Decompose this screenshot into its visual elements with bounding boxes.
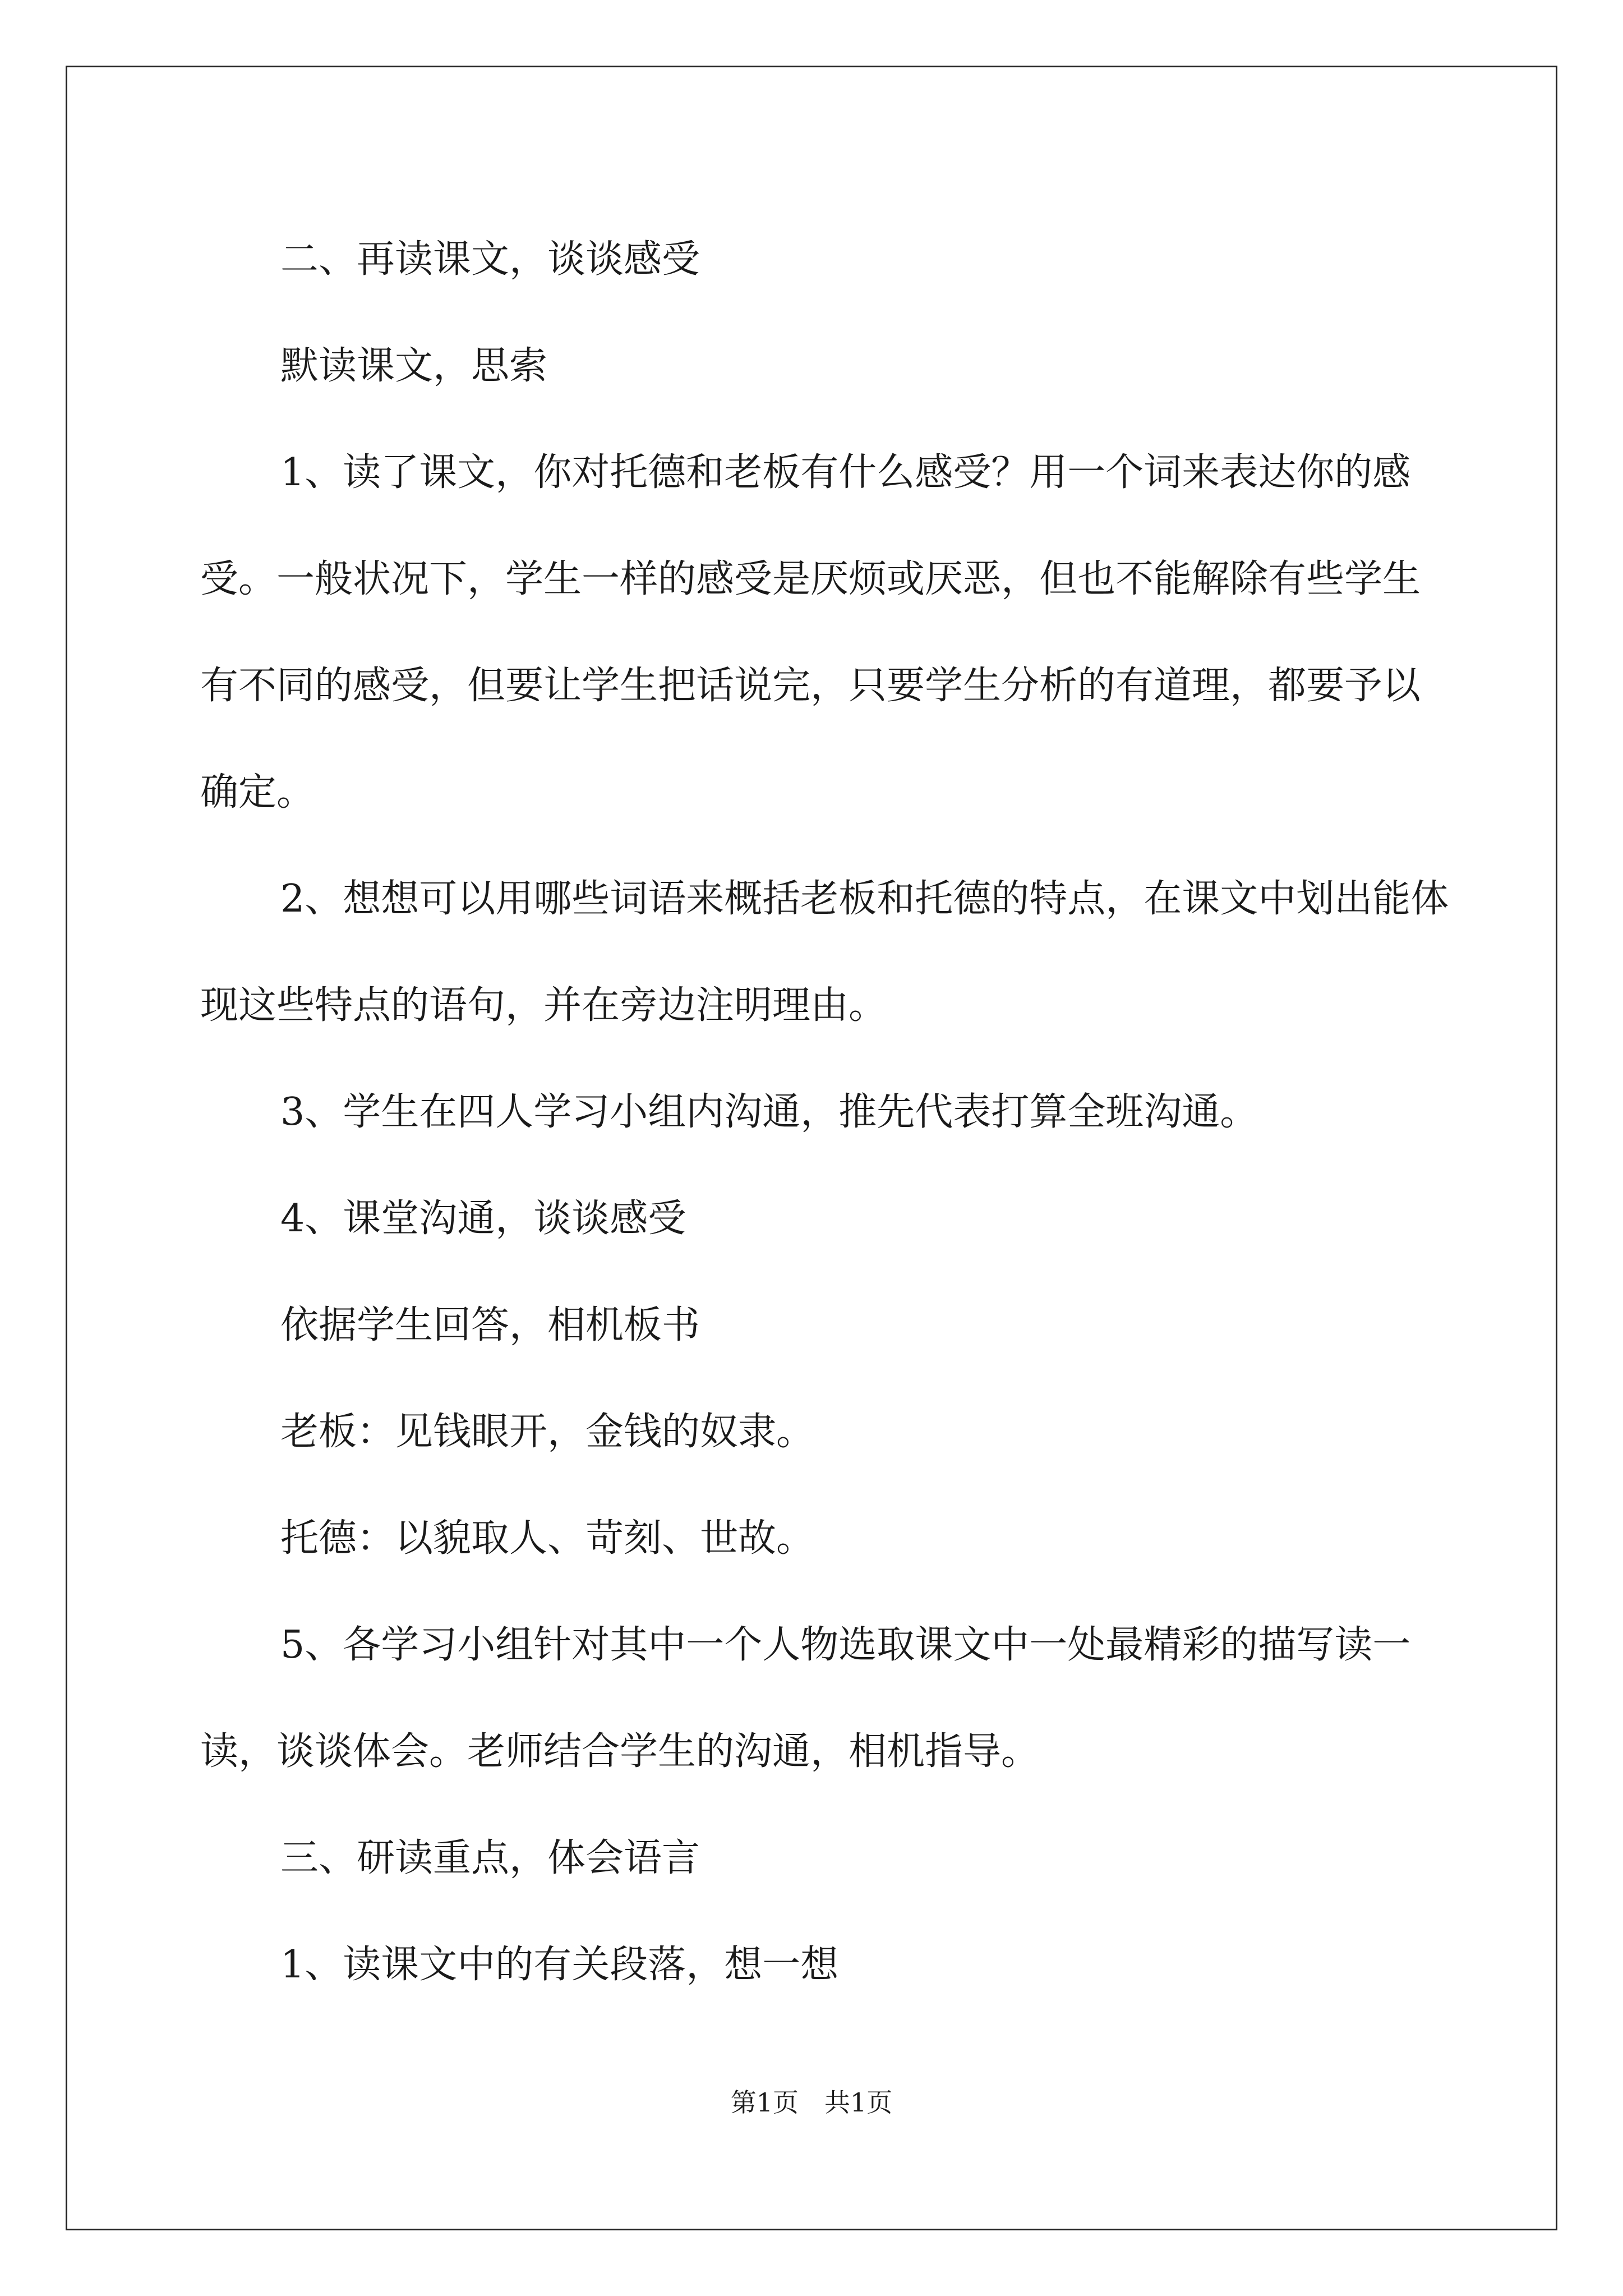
page-footer: 第1页 共1页 (730, 2087, 893, 2118)
paragraph: 默读课文，思索 (280, 344, 548, 388)
paragraph: 1、读课文中的有关段落，想一想 (280, 1943, 839, 1987)
document-body (200, 206, 1456, 2018)
paragraph: 1、读了课文，你对托德和老板有什么感受？用一个词来表达你的感受。一般状况下，学生一样的感受是厌烦或厌恶，但也不能解除有些学生有不同的感受，但要让学生把话说完，只要学生分析的有道理，都要予以确定。 (200, 450, 1421, 815)
paragraph-heading-3: 三、研读重点，体会语言 (280, 1836, 700, 1880)
paragraph: 老板：见钱眼开，金钱的奴隶。 (280, 1410, 815, 1454)
paragraph-heading-2: 二、再读课文，谈谈感受 (280, 237, 700, 282)
paragraph: 托德：以貌取人、苛刻、世故。 (280, 1516, 815, 1561)
paragraph: 2、想想可以用哪些词语来概括老板和托德的特点，在课文中划出能体现这些特点的语句，并在旁边注明理由。 (200, 877, 1449, 1028)
paragraph: 3、学生在四人学习小组内沟通，推先代表打算全班沟通。 (280, 1090, 1258, 1134)
paragraph: 5、各学习小组针对其中一个人物选取课文中一处最精彩的描写读一读，谈谈体会。老师结合学生的沟通，相机指导。 (200, 1623, 1411, 1774)
paragraph: 4、课堂沟通，谈谈感受 (280, 1197, 686, 1241)
paragraph: 依据学生回答，相机板书 (280, 1303, 700, 1347)
